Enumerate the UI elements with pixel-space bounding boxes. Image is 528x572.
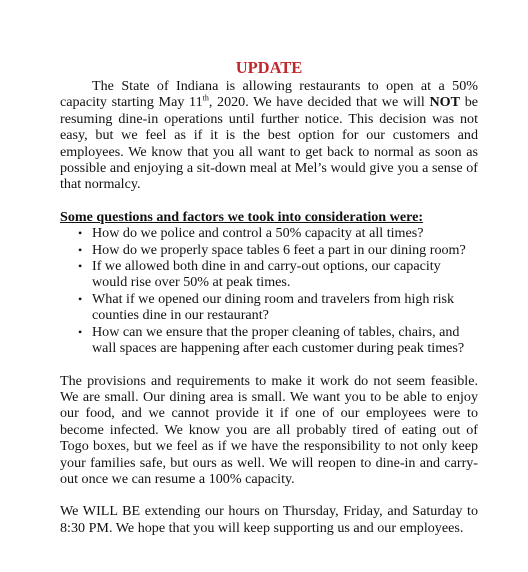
paragraph-spacer bbox=[60, 357, 478, 373]
question-item bbox=[78, 241, 478, 258]
question-text: How do we properly space tables 6 feet a part in our dining room? bbox=[92, 241, 466, 258]
intro-emphasis-not: NOT bbox=[429, 94, 461, 111]
date-ordinal-superscript: th bbox=[202, 93, 209, 103]
question-item bbox=[78, 323, 478, 357]
question-text: How can we ensure that the proper cleaning of tables, chairs, and wall spaces are happening after each customer during peak times? bbox=[92, 323, 465, 357]
paragraph-spacer bbox=[60, 487, 478, 503]
bullet-icon: • bbox=[78, 259, 83, 274]
bullet-icon: • bbox=[78, 226, 83, 241]
question-text: If we allowed both dine in and carry-out options, our capacity would rise over 50% at peak times. bbox=[92, 258, 441, 291]
bullet-icon: • bbox=[78, 291, 83, 306]
bullet-icon: • bbox=[78, 324, 83, 339]
question-text: How do we police and control a 50% capacity at all times? bbox=[92, 225, 424, 242]
question-item bbox=[78, 290, 478, 324]
intro-paragraph bbox=[60, 78, 478, 193]
intro-text-part2: , 2020. We have decided that we will bbox=[208, 94, 430, 111]
question-item bbox=[78, 225, 478, 242]
bullet-icon: • bbox=[78, 242, 83, 257]
question-item bbox=[78, 258, 478, 291]
questions-heading: Some questions and factors we took into consideration were: bbox=[60, 208, 424, 225]
questions-list bbox=[60, 225, 478, 356]
intro-text-part3: be resuming dine-in operations until further notice. This decision was not easy, but we feel as if it is the best option for our customers and employees. We know that you all want to get back to normal as soon as possible and enjoying a sit-down meal at Mel’s would give you a sense of that normalcy. bbox=[60, 94, 478, 193]
provisions-paragraph: The provisions and requirements to make it work do not seem feasible. We are small. Our dining area is small. We want you to be able to enjoy our food, and we cannot provide it if one of our employees were to become infected. We know you are all probably tired of eating out of Togo boxes, but we feel as if we have the responsibility to not only keep your families safe, but ours as well. We will reopen to dine-in and carry-out once we can resume a 100% capacity. bbox=[60, 372, 478, 487]
document-title: UPDATE bbox=[235, 58, 303, 77]
intro-text-part1: The State of Indiana is allowing restaurants to open at a 50% capacity starting May 11 bbox=[60, 78, 478, 111]
question-text: What if we opened our dining room and travelers from high risk counties dine in our restaurant? bbox=[92, 290, 455, 324]
hours-paragraph: We WILL BE extending our hours on Thursday, Friday, and Saturday to 8:30 PM. We hope that you will keep supporting us and our employees. bbox=[60, 503, 478, 536]
